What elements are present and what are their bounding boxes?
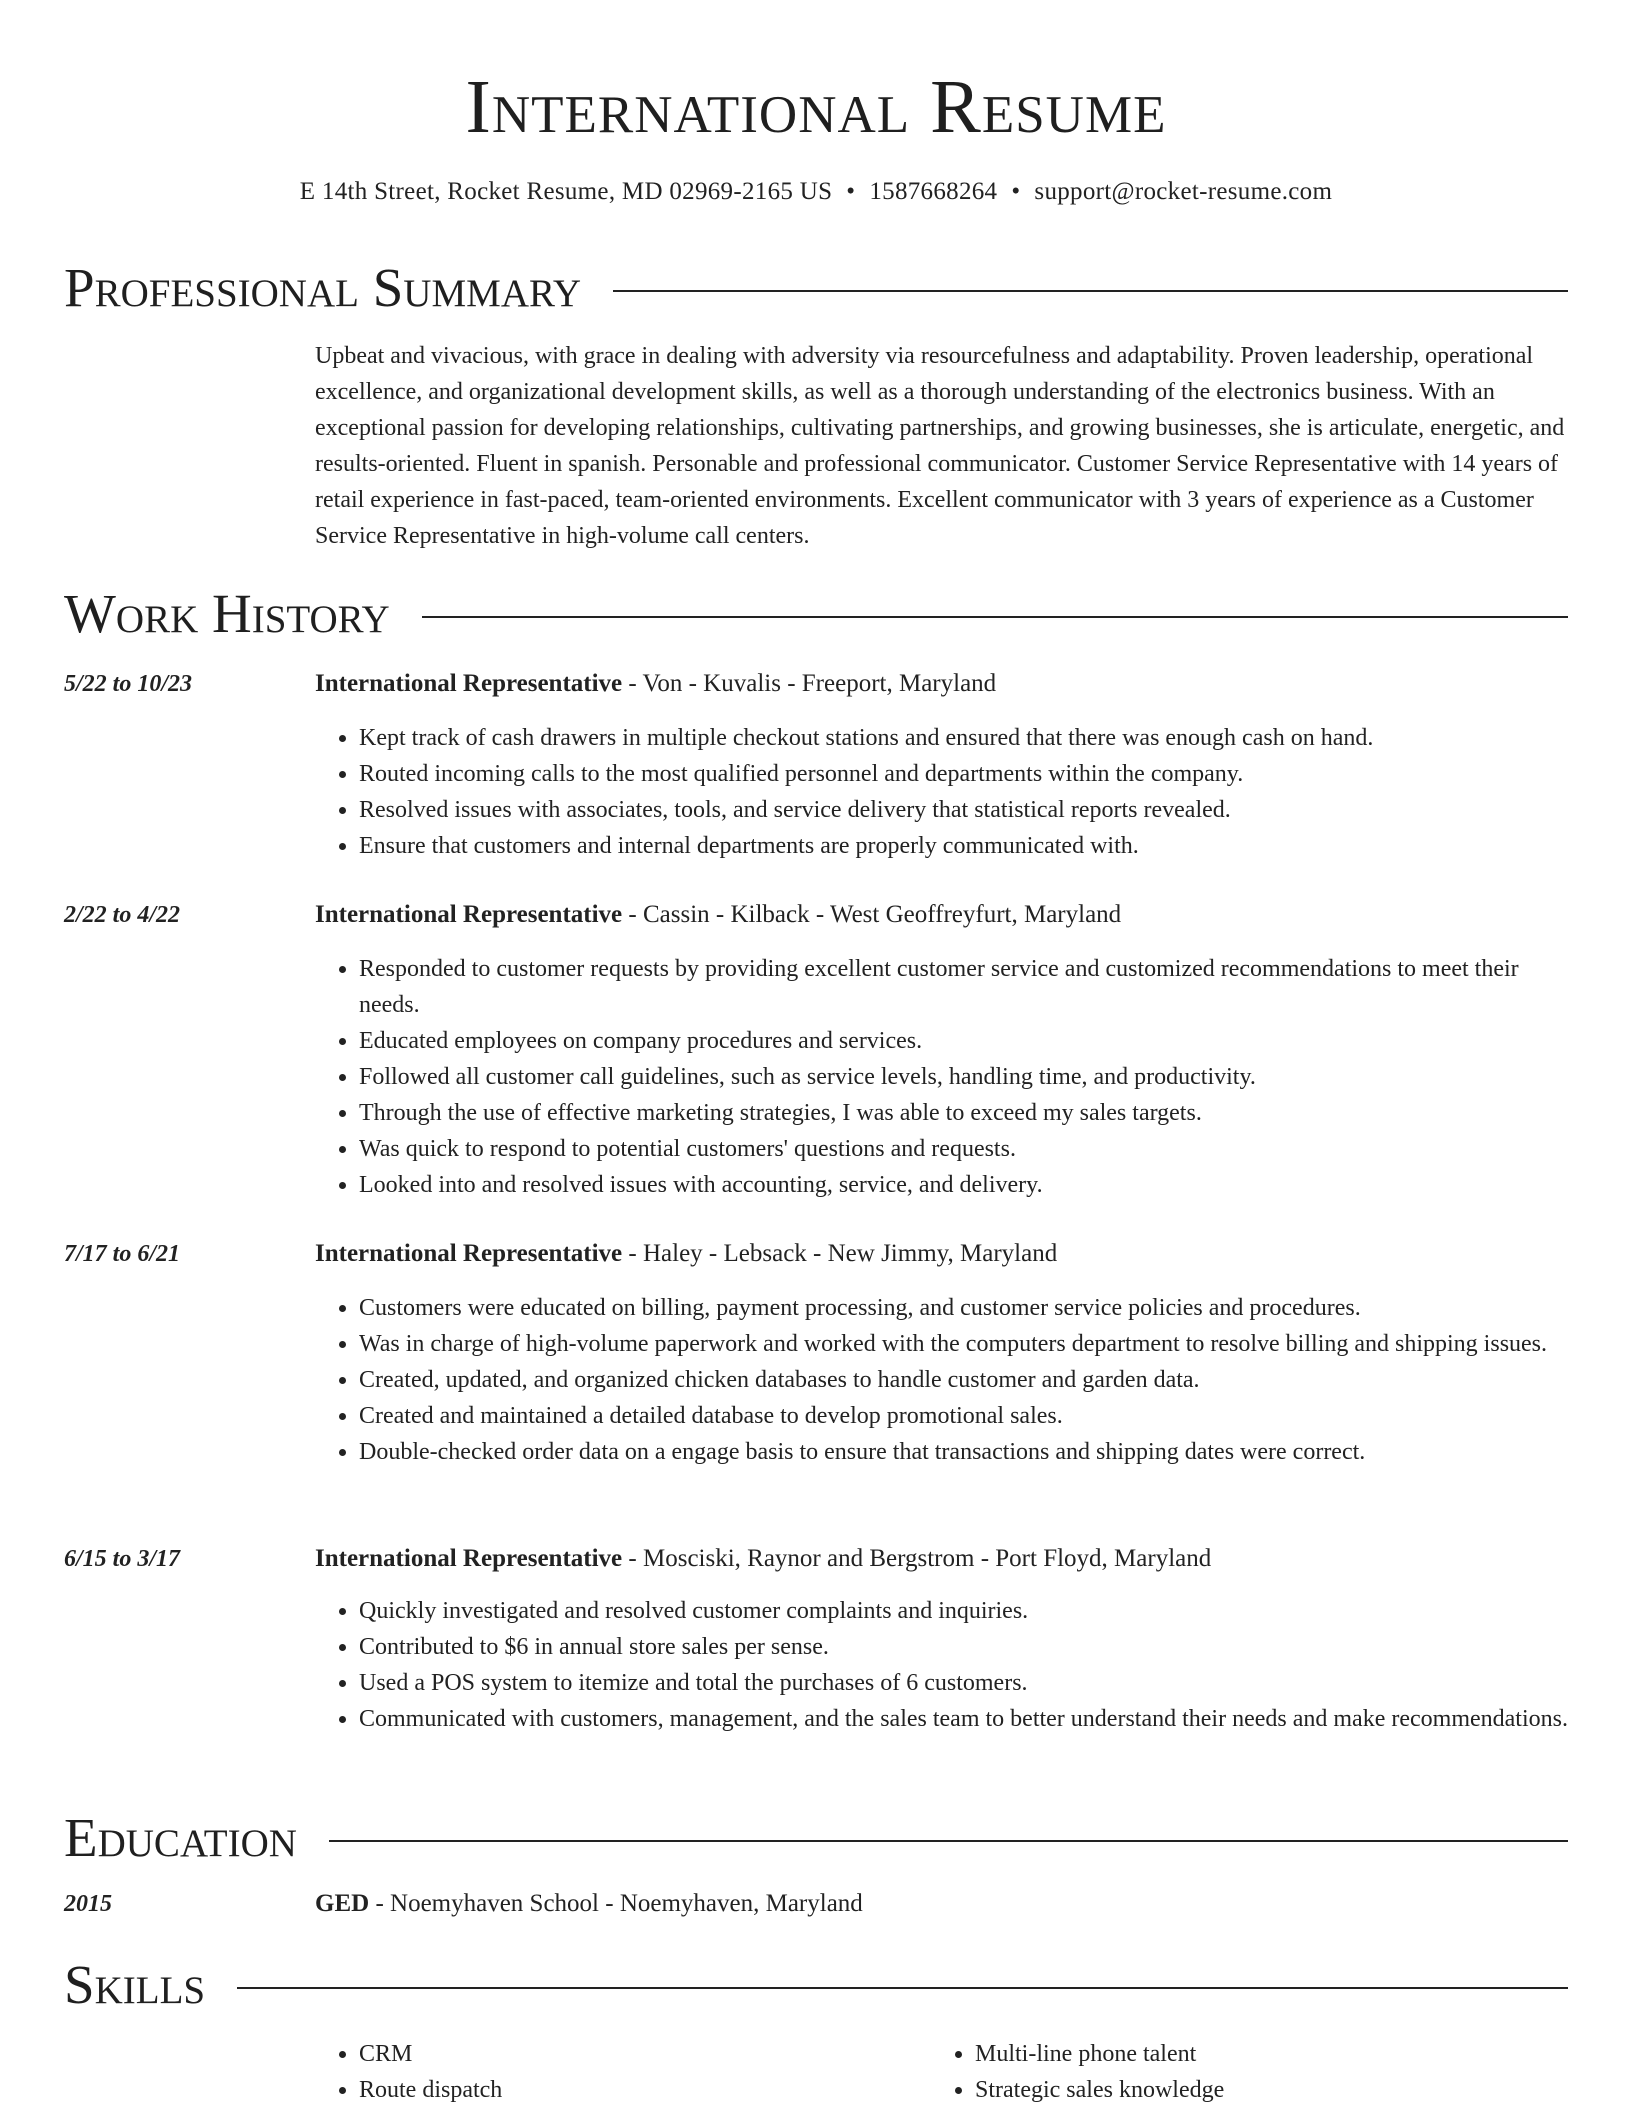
education-degree: GED: [315, 1890, 370, 1917]
job-bullet: • Used a POS system to itemize and total the purchases of 6 customers.: [359, 1665, 1570, 1701]
job-bullets: [315, 720, 1570, 864]
job-bullet: • Created, updated, and organized chicken databases to handle customer and garden data.: [359, 1362, 1570, 1398]
education-heading-title: Education: [64, 1807, 297, 1868]
work-heading: [64, 582, 1568, 646]
job-dates: 5/22 to 10/23: [64, 671, 193, 697]
job-bullet: • Created and maintained a detailed database to develop promotional sales.: [359, 1398, 1570, 1434]
work-heading-rule: [422, 616, 1568, 618]
job-bullet: • Responded to customer requests by providing excellent customer service and customized recommendations to meet their needs.: [359, 951, 1570, 1023]
skill-item: • Strategic sales knowledge: [975, 2072, 1561, 2108]
summary-heading: [64, 256, 1568, 320]
job-bullet: • Followed all customer call guidelines, such as service levels, handling time, and productivity.: [359, 1059, 1570, 1095]
job-bullet: • Through the use of effective marketing strategies, I was able to exceed my sales targets.: [359, 1095, 1570, 1131]
contact-separator: •: [1011, 178, 1021, 205]
education-heading: [64, 1806, 1568, 1870]
contact-address: E 14th Street, Rocket Resume, MD 02969-2165 US: [299, 178, 833, 205]
job-bullet: • Quickly investigated and resolved customer complaints and inquiries.: [359, 1593, 1570, 1629]
job-company: - Von - Kuvalis - Freeport, Maryland: [622, 670, 997, 697]
job-bullets: [315, 1593, 1570, 1737]
education-year: 2015: [64, 1891, 112, 1917]
resume-name: International Resume: [465, 65, 1167, 149]
education-heading-rule: [329, 1840, 1568, 1842]
skills-list-right: [931, 2036, 1561, 2108]
skill-item: • Multi-line phone talent: [975, 2036, 1561, 2072]
education-title-line: [315, 1887, 1570, 1921]
summary-text: Upbeat and vivacious, with grace in dealing with adversity via resourcefulness and adaptability. Proven leadership, operational excellence, and organizational development skills, as well as a thorough understanding of the electronics business. With an exceptional passion for developing relationships, cultivating partnerships, and growing businesses, she is articulate, energetic, and results-oriented. Fluent in spanish. Personable and professional communicator. Customer Service Representative with 14 years of retail experience in fast-paced, team-oriented environments. Excellent communicator with 3 years of experience as a Customer Service Representative in high-volume call centers.: [315, 343, 1565, 549]
job-bullet: • Kept track of cash drawers in multiple checkout stations and ensured that there was enough cash on hand.: [359, 720, 1570, 756]
skill-item: • CRM: [359, 2036, 915, 2072]
contact-phone: 1587668264: [869, 178, 998, 205]
job-dates: 6/15 to 3/17: [64, 1546, 181, 1572]
skills-heading-rule: [237, 1987, 1568, 1989]
job-title-line: [315, 1542, 1570, 1576]
job-company: - Cassin - Kilback - West Geoffreyfurt, Maryland: [622, 901, 1122, 928]
skills-heading: [64, 1953, 1568, 2017]
job-bullets: [315, 951, 1570, 1203]
contact-line: [0, 176, 1632, 208]
job-role: International Representative: [315, 670, 623, 697]
job-company: - Mosciski, Raynor and Bergstrom - Port Floyd, Maryland: [622, 1545, 1212, 1572]
job-bullet: • Was quick to respond to potential customers' questions and requests.: [359, 1131, 1570, 1167]
job-bullet: • Double-checked order data on a engage basis to ensure that transactions and shipping dates were correct.: [359, 1434, 1570, 1470]
contact-separator: •: [846, 178, 856, 205]
job-bullet: • Resolved issues with associates, tools, and service delivery that statistical reports revealed.: [359, 792, 1570, 828]
job-bullet: • Looked into and resolved issues with accounting, service, and delivery.: [359, 1167, 1570, 1203]
job-title-line: [315, 1237, 1570, 1271]
job-role: International Representative: [315, 1240, 623, 1267]
skill-item: • Route dispatch: [359, 2072, 915, 2108]
skills-list-left: [315, 2036, 915, 2108]
job-bullet: • Ensure that customers and internal departments are properly communicated with.: [359, 828, 1570, 864]
job-bullet: • Educated employees on company procedures and services.: [359, 1023, 1570, 1059]
job-dates: 7/17 to 6/21: [64, 1241, 181, 1267]
skills-heading-title: Skills: [64, 1954, 206, 2015]
job-bullet: • Was in charge of high-volume paperwork and worked with the computers department to resolve billing and shipping issues.: [359, 1326, 1570, 1362]
job-bullet: • Communicated with customers, management, and the sales team to better understand their needs and make recommendations.: [359, 1701, 1570, 1737]
job-role: International Representative: [315, 1545, 623, 1572]
job-bullet: • Contributed to $6 in annual store sales per sense.: [359, 1629, 1570, 1665]
summary-heading-title: Professional Summary: [64, 257, 582, 318]
job-bullet: • Routed incoming calls to the most qualified personnel and departments within the company.: [359, 756, 1570, 792]
job-role: International Representative: [315, 901, 623, 928]
job-bullet: • Customers were educated on billing, payment processing, and customer service policies and procedures.: [359, 1290, 1570, 1326]
contact-email: support@rocket-resume.com: [1034, 178, 1333, 205]
work-heading-title: Work History: [64, 583, 390, 644]
job-company: - Haley - Lebsack - New Jimmy, Maryland: [622, 1240, 1058, 1267]
job-bullets: [315, 1290, 1570, 1470]
job-dates: 2/22 to 4/22: [64, 902, 181, 928]
education-school: - Noemyhaven School - Noemyhaven, Maryland: [369, 1890, 863, 1917]
job-title-line: [315, 667, 1570, 701]
job-title-line: [315, 898, 1570, 932]
summary-heading-rule: [613, 290, 1568, 292]
